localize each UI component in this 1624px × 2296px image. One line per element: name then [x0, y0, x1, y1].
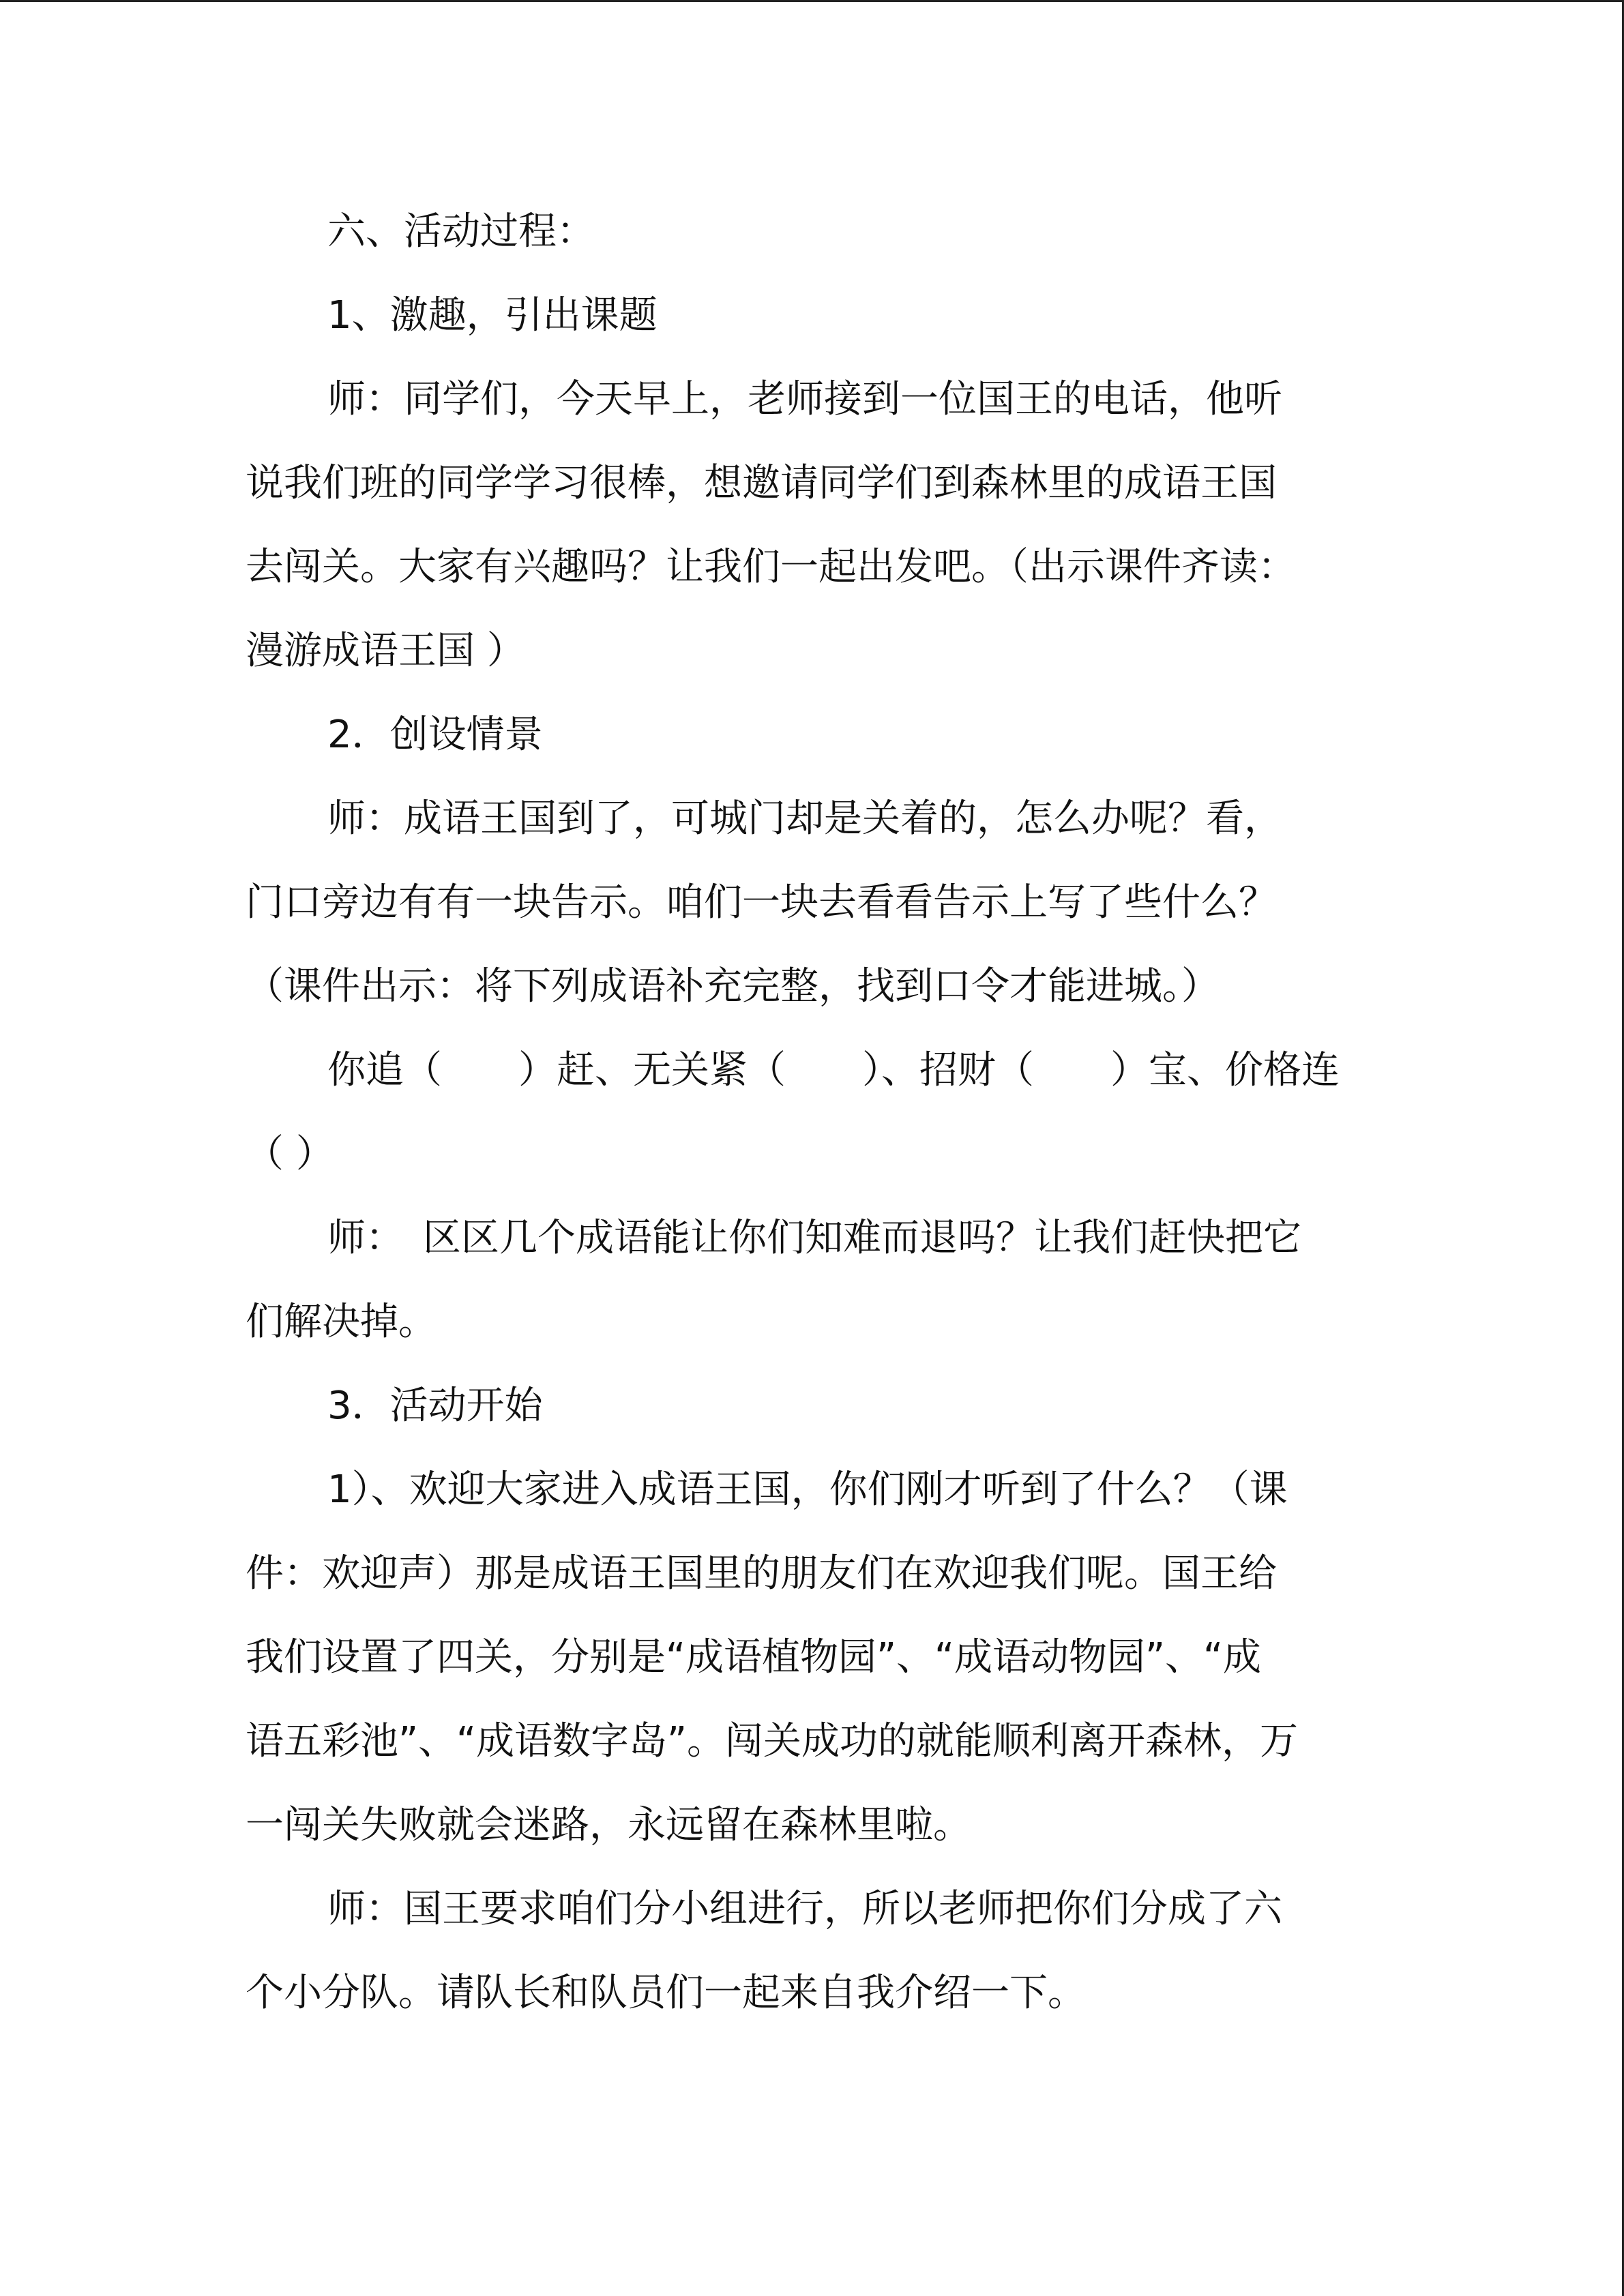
paragraph-line: 师： 区区几个成语能让你们知难而退吗？让我们赶快把它	[327, 1216, 1301, 1260]
paragraph-line: 语五彩池”、“成语数字岛”。闯关成功的就能顺利离开森林，万	[246, 1719, 1299, 1763]
subheading: 3．活动开始	[327, 1384, 543, 1428]
paragraph-line: 门口旁边有有一块告示。咱们一块去看看告示上写了些什么？	[246, 880, 1277, 925]
paragraph-line: 1）、欢迎大家进入成语王国，你们刚才听到了什么？（课	[327, 1467, 1288, 1512]
subheading: 1、激趣，引出课题	[327, 293, 658, 338]
paragraph-line: （ ）	[246, 1132, 334, 1176]
paragraph-line: 个小分队。请队长和队员们一起来自我介绍一下。	[246, 1971, 1086, 2015]
paragraph-line: 师：国王要求咱们分小组进行，所以老师把你们分成了六	[327, 1887, 1282, 1931]
paragraph-line: 我们设置了四关，分别是“成语植物园”、“成语动物园”、“成	[246, 1635, 1262, 1680]
paragraph-line: 们解决掉。	[246, 1300, 437, 1344]
paragraph-line: 师：同学们，今天早上，老师接到一位国王的电话，他听	[327, 377, 1282, 421]
paragraph-line: 师：成语王国到了，可城门却是关着的，怎么办呢？看，	[327, 796, 1282, 841]
section-heading: 六、活动过程：	[327, 209, 595, 254]
paragraph-line: 说我们班的同学学习很棒，想邀请同学们到森林里的成语王国	[246, 461, 1277, 505]
subheading: 2．创设情景	[327, 713, 543, 757]
paragraph-line: 去闯关。大家有兴趣吗？让我们一起出发吧。（出示课件齐读：	[246, 545, 1296, 589]
paragraph-line: 你追（ ）赶、无关紧（ ）、招财（ ）宝、价格连	[327, 1048, 1340, 1092]
paragraph-line: 件：欢迎声）那是成语王国里的朋友们在欢迎我们呢。国王给	[246, 1551, 1277, 1596]
paragraph-line: 一闯关失败就会迷路，永远留在森林里啦。	[246, 1803, 971, 1847]
paragraph-line: 漫游成语王国 ）	[246, 629, 525, 673]
page-top-edge	[0, 0, 1624, 2]
paragraph-line: （课件出示：将下列成语补充完整，找到口令才能进城。）	[246, 964, 1220, 1009]
